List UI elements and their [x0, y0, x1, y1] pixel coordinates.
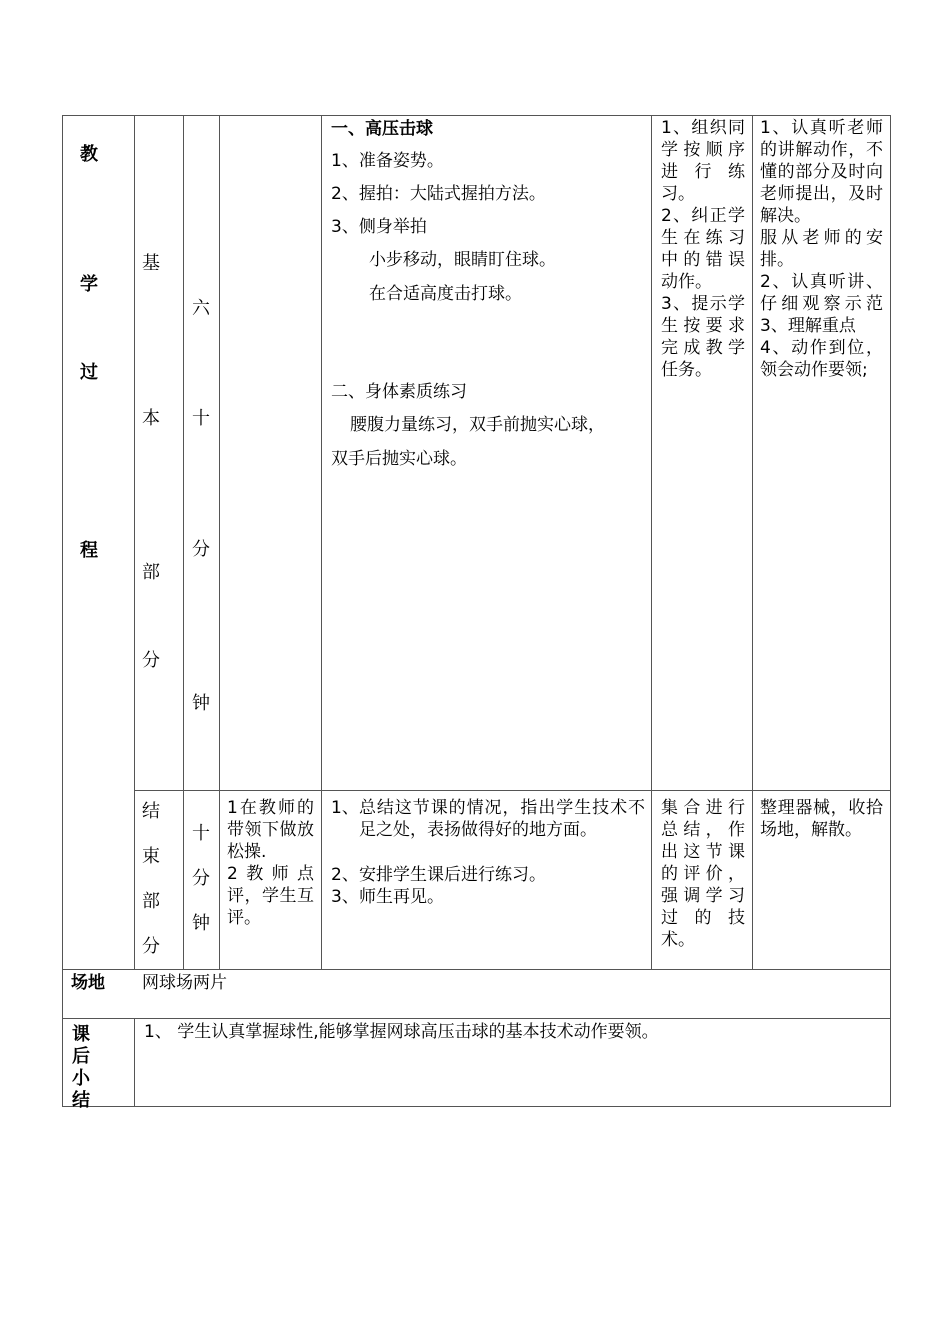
section-label-char: 学	[80, 274, 98, 295]
summary-label-char: 课	[72, 1024, 90, 1045]
content-step: 3、侧身举拍	[331, 217, 427, 237]
section-label-char: 过	[80, 362, 98, 383]
student-activity-item: 1、认真听老师的讲解动作，不懂的部分及时向 老师提出，及时解决。	[760, 118, 883, 226]
end-part-label-char: 结	[142, 801, 160, 822]
end-part-label-char: 部	[142, 891, 160, 912]
basic-part-time-char: 六	[192, 298, 210, 319]
content-heading-fitness: 二、身体素质练习	[331, 382, 467, 402]
end-part-organization	[227, 797, 314, 929]
content-step: 2、握拍：大陆式握拍方法。	[331, 184, 546, 204]
section-label-char: 程	[80, 540, 98, 561]
end-part-time-char: 钟	[192, 913, 210, 934]
basic-part-label-char: 分	[142, 650, 160, 671]
end-part-label-char: 分	[142, 936, 160, 957]
basic-part-label-char: 本	[142, 408, 160, 429]
end-part-time-char: 分	[192, 868, 210, 889]
teacher-activity-item: 3、提示学生按要求完成教学任务。	[661, 294, 745, 380]
venue-label: 场地	[71, 973, 105, 993]
basic-part-time-char: 十	[192, 408, 210, 429]
basic-part-label-char: 部	[142, 562, 160, 583]
organization-item: 2教师点评，学生互评。	[227, 864, 314, 928]
content-fitness-line: 腰腹力量练习，双手前抛实心球，	[350, 415, 605, 435]
summary-label-char: 结	[72, 1090, 90, 1111]
content-fitness-line: 双手后抛实心球。	[331, 449, 467, 469]
summary-text: 1、 学生认真掌握球性,能够掌握网球高压击球的基本技术动作要领。	[144, 1022, 659, 1042]
summary-label-char: 小	[72, 1068, 90, 1089]
section-label-char: 教	[80, 144, 98, 165]
student-activity-item: 2、认真听讲、仔细观察示范 3、理解重点	[760, 272, 883, 336]
end-part-label-char: 束	[142, 846, 160, 867]
student-activity-item: 服从老师的安排。	[760, 228, 883, 270]
end-part-student-activity: 整理器械，收拾场地，解散。	[760, 798, 883, 840]
end-content-text: 安排学生课后进行练习。	[359, 865, 546, 885]
teacher-activity-item: 1、组织同学按顺序进行练习。	[661, 118, 745, 204]
basic-part-label-char: 基	[142, 253, 160, 274]
basic-part-teacher-activity	[661, 117, 745, 381]
content-substep: 小步移动，眼睛盯住球。	[369, 250, 556, 270]
basic-part-student-activity	[760, 117, 883, 381]
content-step: 1、准备姿势。	[331, 151, 444, 171]
teacher-activity-item: 2、纠正学生在练习中的错误动作。	[661, 206, 745, 292]
end-content-text: 师生再见。	[359, 887, 444, 907]
venue-value: 网球场两片	[142, 973, 227, 993]
end-part-time-char: 十	[192, 823, 210, 844]
end-part-teacher-activity: 集合进行总结，作出这节课的评价，强调学习过的技术。	[661, 798, 745, 950]
content-heading-overhead-smash: 一、高压击球	[331, 119, 433, 139]
organization-item: 1在教师的带领下做放松操.	[227, 798, 314, 862]
basic-part-time-char: 分	[192, 539, 210, 560]
basic-part-time-char: 钟	[192, 693, 210, 714]
content-substep: 在合适高度击打球。	[369, 284, 522, 304]
summary-label-char: 后	[72, 1046, 90, 1067]
end-content-text: 总结这节课的情况，指出学生技术不足之处，表扬做得好的地方面。	[359, 798, 645, 840]
student-activity-item: 4、动作到位，领会动作要领;	[760, 338, 883, 380]
end-content-num: 1、	[331, 798, 359, 818]
end-content-num: 3、	[331, 887, 359, 907]
end-content-num: 2、	[331, 865, 359, 885]
